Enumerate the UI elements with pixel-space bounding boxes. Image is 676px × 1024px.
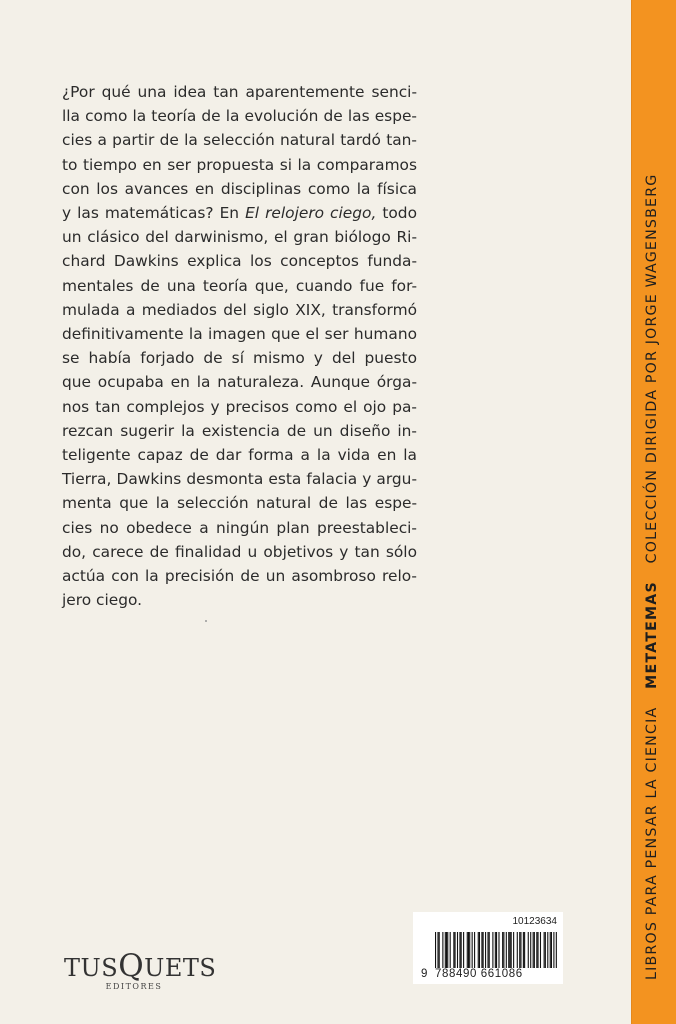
barcode-bar [474,932,475,968]
barcode-bar [455,932,456,968]
blurb-line-with-title [62,201,417,225]
blurb-line: nos tan complejos y precisos como el ojo pa- [62,397,417,416]
logo-part: TUS [64,954,119,982]
spine-collection-name: METATEMAS [644,581,660,689]
barcode-bar [468,932,469,968]
logo-part: UETS [144,954,217,982]
blurb-segment: todo [382,204,417,223]
barcode-bar [545,932,546,968]
synopsis-text [62,80,417,612]
barcode-bar [523,932,524,968]
blurb-line: Tierra, Dawkins desmonta esta falacia y argu- [62,470,417,489]
barcode-bar [435,932,436,968]
barcode-bar [472,932,473,968]
barcode-bar [459,932,460,968]
barcode-bar [528,932,529,968]
blurb-line: chard Dawkins explica los conceptos funda- [62,252,417,271]
blurb-line: rezcan sugerir la existencia de un diseño in- [62,421,417,440]
barcode-bar [537,932,538,968]
barcode-bar [481,932,482,968]
barcode-bar [508,932,509,968]
barcode-bar [496,932,497,968]
barcode-bar [479,932,480,968]
barcode-bar [511,932,512,968]
publisher-wordmark [64,948,217,984]
blurb-line: definitivamente la imagen que el ser humano [62,325,417,344]
barcode-bar [517,932,518,968]
blurb-line: to tiempo en ser propuesta si la comparamos [62,155,417,174]
barcode-bar [533,932,534,968]
blurb-line: do, carece de finalidad u objetivos y tan sólo [62,542,417,561]
spine-text [644,80,660,980]
barcode-bar [509,932,510,968]
barcode-bar [483,932,484,968]
isbn-barcode [413,912,563,984]
barcode-bar [519,932,520,968]
barcode-bar [534,932,535,968]
blurb-line: teligente capaz de dar forma a la vida en la [62,446,417,465]
blurb-line: actúa con la precisión de un asombroso relo- [62,567,417,586]
barcode-bar [556,932,557,968]
barcode-bar [530,932,531,968]
barcode-bar [439,932,440,968]
blurb-line: mentales de una teoría que, cuando fue for- [62,276,417,295]
barcode-bar [445,932,446,968]
barcode-bar [467,932,468,968]
isbn-lead-digit: 9 [421,968,428,980]
barcode-bar [461,932,462,968]
barcode-bar [469,932,470,968]
isbn-number [421,968,561,980]
barcode-bar [503,932,504,968]
blurb-line: ¿Por qué una idea tan aparentemente senci- [62,83,417,101]
barcode-bar [453,932,454,968]
logo-part: Q [118,948,145,984]
blurb-line: jero ciego. [62,591,143,610]
blurb-segment: y las matemáticas? En [62,204,240,223]
blurb-line: mulada a mediados del siglo XIX, transformó [62,300,417,319]
barcode-bar [553,932,554,968]
barcode-bar [442,932,443,968]
blurb-line: menta que la selección natural de las espe- [62,494,417,513]
barcode-bar [485,932,486,968]
barcode-bar [487,932,488,968]
barcode-bar [551,932,552,968]
barcode-bar [478,932,479,968]
barcode-bar [498,932,499,968]
barcode-bar [457,932,458,968]
barcode-bar [536,932,537,968]
blurb-line: cies no obedece a ningún plan preestableci- [62,518,417,537]
spine-series-label: LIBROS PARA PENSAR LA CIENCIA [644,706,660,980]
speck [205,620,207,622]
publisher-subtitle: EDITORES [105,982,163,991]
blurb-line: un clásico del darwinismo, el gran biólogo Ri- [62,228,417,247]
isbn-digits: 788490 661086 [435,968,523,980]
barcode-bar [447,932,448,968]
barcode-bar [547,932,548,968]
blurb-line: cies a partir de la selección natural tardó tan- [62,131,417,150]
blurb-line: con los avances en disciplinas como la física [62,179,417,198]
spine-director-label: COLECCIÓN DIRIGIDA POR JORGE WAGENSBERG [644,173,660,564]
barcode-bar [489,932,490,968]
barcode-bar [520,932,521,968]
barcode-bar [506,932,507,968]
barcode-bar [524,932,525,968]
barcode-bar [437,932,438,968]
barcode-bar [513,932,514,968]
barcode-bar [540,932,541,968]
blurb-line: que ocupaba en la naturaleza. Aunque órga- [62,373,417,392]
barcode-bar [463,932,464,968]
barcode-bar [492,932,493,968]
barcode-bar [450,932,451,968]
blurb-line: se había forjado de sí mismo y del puesto [62,349,417,368]
barcode-bars [435,932,557,968]
barcode-bar [502,932,503,968]
barcode-bar [495,932,496,968]
barcode-code: 10123634 [512,916,557,927]
barcode-bar [446,932,447,968]
publisher-logo [64,948,217,991]
blurb-line: lla como la teoría de la evolución de las espe- [62,107,417,126]
barcode-bar [544,932,545,968]
book-title: El relojero ciego, [245,204,377,223]
barcode-bar [550,932,551,968]
